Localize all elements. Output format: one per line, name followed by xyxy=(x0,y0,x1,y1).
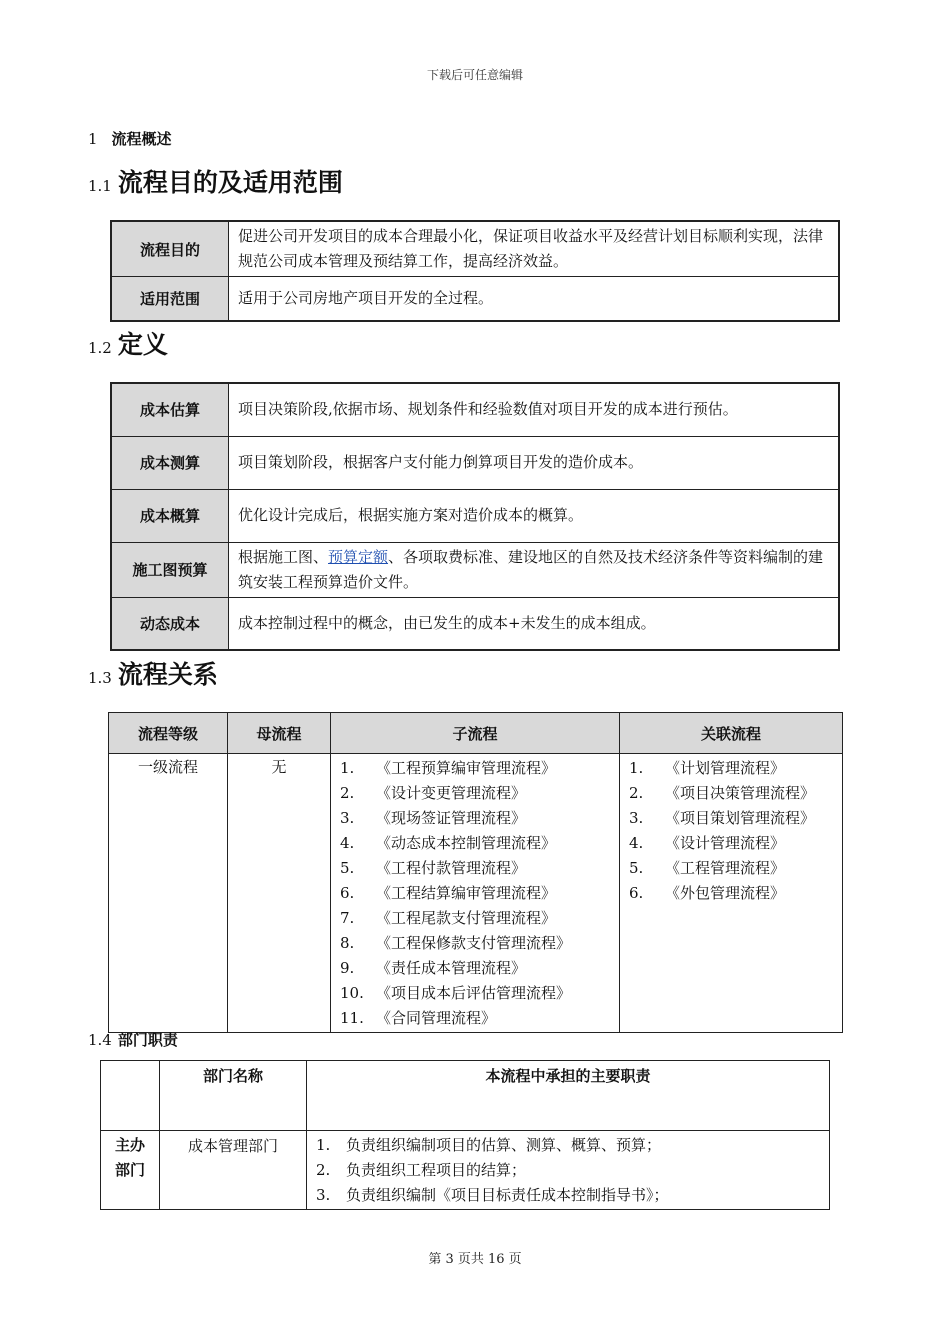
column-header: 子流程 xyxy=(331,713,620,754)
list-item xyxy=(340,756,618,781)
item-text: 《工程保修款支付管理流程》 xyxy=(376,934,572,952)
budget-quota-link[interactable]: 预算定额 xyxy=(328,547,389,566)
row-label: 适用范围 xyxy=(111,277,229,321)
row-content: 适用于公司房地产项目开发的全过程。 xyxy=(229,277,840,321)
list-item xyxy=(316,1158,828,1183)
section-1-3-heading xyxy=(88,660,218,693)
item-number: 3. xyxy=(316,1186,331,1204)
list-item xyxy=(629,806,841,831)
table-row xyxy=(111,221,839,277)
item-number: 5. xyxy=(340,859,355,877)
item-text: 《合同管理流程》 xyxy=(376,1009,497,1027)
row-content: 优化设计完成后，根据实施方案对造价成本的概算。 xyxy=(229,489,840,542)
row-label: 成本估算 xyxy=(111,383,229,436)
role-label: 主办部门 xyxy=(114,1136,145,1179)
list-item xyxy=(629,881,841,906)
item-text: 《项目成本后评估管理流程》 xyxy=(376,984,572,1002)
item-text: 《外包管理流程》 xyxy=(665,884,786,902)
list-item xyxy=(340,781,618,806)
list-item xyxy=(340,931,618,956)
row-label: 流程目的 xyxy=(111,221,229,277)
definitions-table xyxy=(110,382,840,651)
list-item xyxy=(340,981,618,1006)
section-number: 1.4 xyxy=(88,1031,112,1049)
table-row xyxy=(111,542,839,597)
item-text: 《工程尾款支付管理流程》 xyxy=(376,909,557,927)
item-number: 4. xyxy=(629,834,644,852)
header-row xyxy=(109,713,843,754)
item-number: 1. xyxy=(340,759,355,777)
content-text: 、各项取费标准、建设地区的自然及技术经济条件等资料编制的建筑安装工程预算造价文件。 xyxy=(238,547,824,591)
purpose-scope-table xyxy=(110,220,840,322)
table-row xyxy=(111,436,839,489)
item-number: 1. xyxy=(629,759,644,777)
column-header xyxy=(101,1061,160,1131)
related-process-list xyxy=(621,755,841,906)
table-row xyxy=(111,489,839,542)
item-text: 《工程结算编审管理流程》 xyxy=(376,884,557,902)
section-title: 流程目的及适用范围 xyxy=(117,168,343,197)
role-cell xyxy=(101,1131,160,1210)
item-text: 《动态成本控制管理流程》 xyxy=(376,834,557,852)
item-text: 《设计管理流程》 xyxy=(665,834,786,852)
row-content: 成本控制过程中的概念，由已发生的成本+未发生的成本组成。 xyxy=(229,597,840,650)
item-number: 2. xyxy=(316,1161,331,1179)
list-item xyxy=(340,956,618,981)
table-row xyxy=(111,277,839,321)
item-number: 3. xyxy=(340,809,355,827)
item-text: 《现场签证管理流程》 xyxy=(376,809,527,827)
column-header: 流程等级 xyxy=(109,713,228,754)
table-row xyxy=(111,383,839,436)
item-text: 《工程管理流程》 xyxy=(665,859,786,877)
row-content: 项目策划阶段，根据客户支付能力倒算项目开发的造价成本。 xyxy=(229,436,840,489)
row-label: 动态成本 xyxy=(111,597,229,650)
item-text: 负责组织编制项目的估算、测算、概算、预算； xyxy=(346,1136,662,1154)
item-number: 4. xyxy=(340,834,355,852)
table-row xyxy=(101,1131,830,1210)
item-number: 10. xyxy=(340,984,364,1002)
section-1-1-heading xyxy=(88,168,343,201)
parent-process: 无 xyxy=(228,754,331,1033)
duty-list xyxy=(308,1132,828,1208)
section-number: 1.3 xyxy=(88,669,112,687)
item-number: 6. xyxy=(629,884,644,902)
row-label: 成本测算 xyxy=(111,436,229,489)
item-number: 9. xyxy=(340,959,355,977)
process-level: 一级流程 xyxy=(109,754,228,1033)
item-text: 《设计变更管理流程》 xyxy=(376,784,527,802)
header-row xyxy=(101,1061,830,1131)
item-number: 8. xyxy=(340,934,355,952)
child-process-list xyxy=(332,755,618,1031)
column-header: 本流程中承担的主要职责 xyxy=(307,1061,830,1131)
table-row xyxy=(109,754,843,1033)
section-1-2-heading xyxy=(88,330,168,363)
child-processes xyxy=(331,754,620,1033)
item-number: 2. xyxy=(340,784,355,802)
section-number: 1 xyxy=(88,130,98,148)
list-item xyxy=(340,831,618,856)
item-number: 6. xyxy=(340,884,355,902)
item-number: 1. xyxy=(316,1136,331,1154)
content-text: 根据施工图、 xyxy=(238,547,329,566)
page-header: 下载后可任意编辑 xyxy=(426,68,523,82)
related-processes xyxy=(620,754,843,1033)
section-title: 流程关系 xyxy=(117,660,218,689)
list-item xyxy=(340,1006,618,1031)
item-text: 负责组织编制《项目目标责任成本控制指导书》； xyxy=(346,1186,669,1204)
list-item xyxy=(340,906,618,931)
department-duty-table xyxy=(100,1060,830,1210)
item-text: 《项目策划管理流程》 xyxy=(665,809,816,827)
row-content xyxy=(229,542,840,597)
section-1-4-heading xyxy=(88,1029,178,1050)
section-title: 部门职责 xyxy=(117,1031,178,1049)
item-text: 负责组织工程项目的结算； xyxy=(346,1161,527,1179)
item-text: 《责任成本管理流程》 xyxy=(376,959,527,977)
item-number: 2. xyxy=(629,784,644,802)
item-text: 《计划管理流程》 xyxy=(665,759,786,777)
list-item xyxy=(629,856,841,881)
list-item xyxy=(629,831,841,856)
list-item xyxy=(340,856,618,881)
item-number: 3. xyxy=(629,809,644,827)
column-header: 母流程 xyxy=(228,713,331,754)
row-content: 促进公司开发项目的成本合理最小化，保证项目收益水平及经营计划目标顺利实现，法律规范公司成本管理及预结算工作，提高经济效益。 xyxy=(229,221,840,277)
column-header: 部门名称 xyxy=(160,1061,307,1131)
list-item xyxy=(316,1183,828,1208)
list-item xyxy=(340,881,618,906)
column-header: 关联流程 xyxy=(620,713,843,754)
row-label: 成本概算 xyxy=(111,489,229,542)
item-text: 《工程预算编审管理流程》 xyxy=(376,759,557,777)
section-number: 1.2 xyxy=(88,339,112,357)
table-row xyxy=(111,597,839,650)
item-number: 7. xyxy=(340,909,355,927)
section-number: 1.1 xyxy=(88,177,112,195)
list-item xyxy=(316,1133,828,1158)
item-text: 《工程付款管理流程》 xyxy=(376,859,527,877)
row-label: 施工图预算 xyxy=(111,542,229,597)
section-1-heading xyxy=(88,128,172,149)
page-footer: 第 3 页共 16 页 xyxy=(428,1252,522,1267)
duty-cell xyxy=(307,1131,830,1210)
list-item xyxy=(629,756,841,781)
list-item xyxy=(629,781,841,806)
item-text: 《项目决策管理流程》 xyxy=(665,784,816,802)
section-title: 定义 xyxy=(117,330,168,359)
row-content: 项目决策阶段,依据市场、规划条件和经验数值对项目开发的成本进行预估。 xyxy=(229,383,840,436)
department-name: 成本管理部门 xyxy=(160,1131,307,1210)
section-title: 流程概述 xyxy=(111,130,172,148)
process-relation-table xyxy=(108,712,843,1033)
item-number: 11. xyxy=(340,1009,364,1027)
item-number: 5. xyxy=(629,859,644,877)
list-item xyxy=(340,806,618,831)
